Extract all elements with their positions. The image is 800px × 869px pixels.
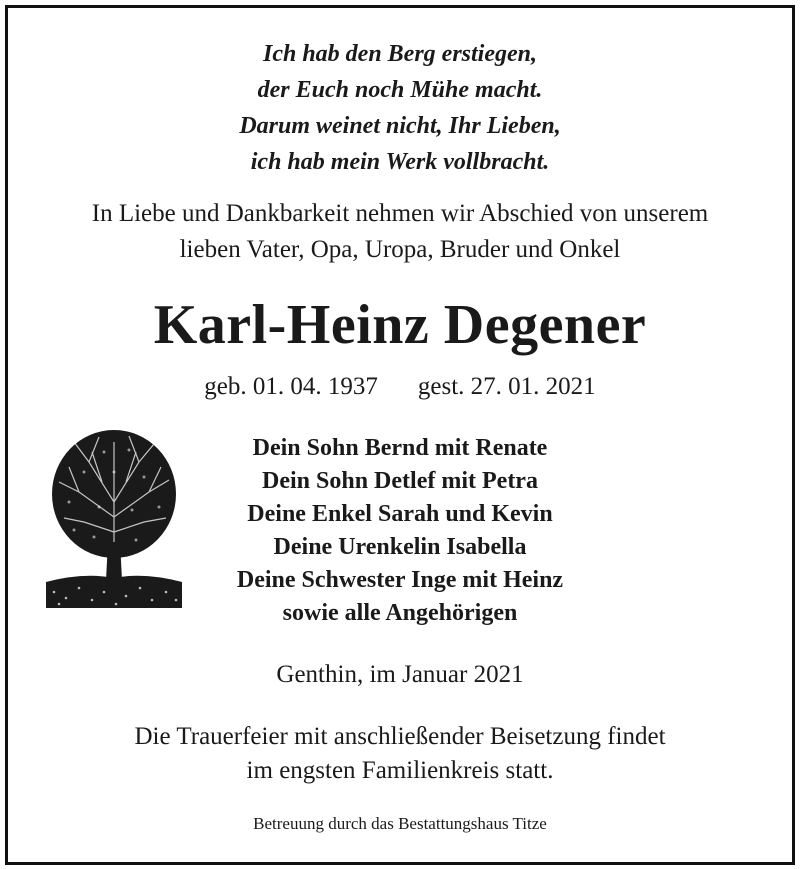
poem-line: der Euch noch Mühe macht. bbox=[257, 77, 543, 103]
intro-line: In Liebe und Dankbarkeit nehmen wir Abschied von unserem bbox=[91, 200, 709, 227]
family-member: Deine Enkel Sarah und Kevin bbox=[247, 501, 553, 527]
obituary-frame bbox=[5, 5, 795, 865]
poem-line: Darum weinet nicht, Ihr Lieben, bbox=[239, 113, 561, 139]
funeral-notice bbox=[8, 720, 792, 788]
family-member: Deine Urenkelin Isabella bbox=[273, 534, 527, 560]
death-date: gest. 27. 01. 2021 bbox=[417, 373, 596, 400]
birth-date: geb. 01. 04. 1937 bbox=[204, 373, 378, 400]
poem bbox=[8, 36, 792, 180]
family-list bbox=[8, 432, 792, 630]
poem-line: Ich hab den Berg erstiegen, bbox=[262, 41, 537, 67]
family-member: Dein Sohn Bernd mit Renate bbox=[252, 435, 548, 461]
life-dates bbox=[8, 370, 792, 404]
poem-line: ich hab mein Werk vollbracht. bbox=[250, 149, 550, 175]
funeral-line: im engsten Familienkreis statt. bbox=[246, 757, 554, 784]
place-date: Genthin, im Januar 2021 bbox=[276, 661, 524, 688]
intro-line: lieben Vater, Opa, Uropa, Bruder und Onkel bbox=[179, 236, 621, 263]
intro-text bbox=[8, 196, 792, 268]
family-member: Deine Schwester Inge mit Heinz bbox=[236, 567, 564, 593]
deceased-name: Karl-Heinz Degener bbox=[153, 294, 647, 356]
family-member: sowie alle Angehörigen bbox=[282, 600, 518, 626]
family-member: Dein Sohn Detlef mit Petra bbox=[262, 468, 538, 494]
funeral-line: Die Trauerfeier mit anschließender Beisetzung findet bbox=[134, 723, 666, 750]
funeral-home-credit: Betreuung durch das Bestattungshaus Titze bbox=[253, 814, 547, 833]
